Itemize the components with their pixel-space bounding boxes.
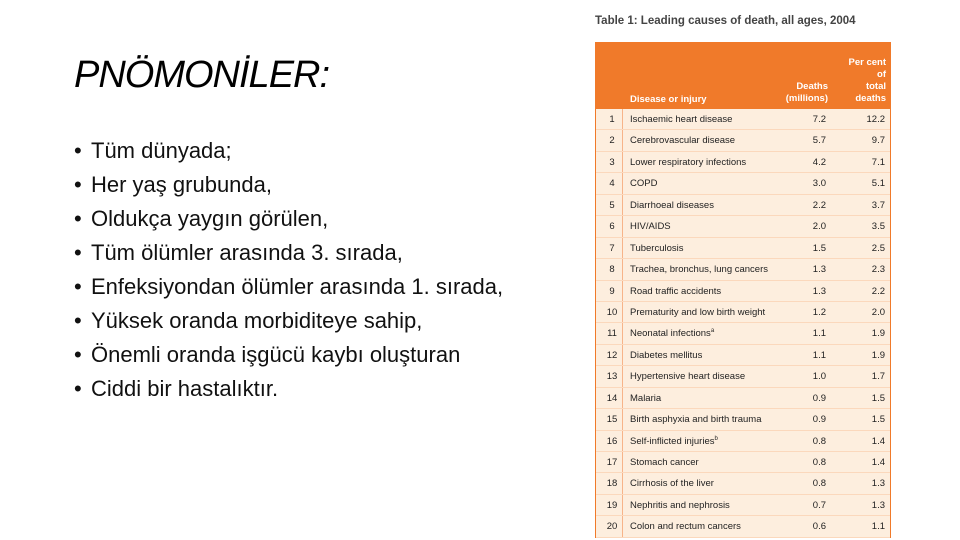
row-percent: 1.3: [871, 478, 885, 490]
row-rank: 20: [606, 521, 618, 533]
table-row: [596, 388, 890, 409]
row-percent: 1.5: [871, 414, 885, 426]
row-percent: 5.1: [871, 178, 885, 190]
row-disease: Trachea, bronchus, lung cancers: [630, 264, 769, 276]
row-deaths: 1.3: [812, 264, 826, 276]
row-deaths: 1.2: [812, 306, 826, 318]
table-row: [596, 259, 890, 280]
bullet-item: [74, 374, 544, 404]
bullet-dot: •: [74, 138, 82, 163]
row-rank: 4: [609, 178, 615, 190]
row-deaths: 1.1: [812, 349, 826, 361]
slide-title: PNÖMONİLER:: [74, 54, 330, 96]
table-row: [596, 109, 890, 130]
row-rank: 2: [609, 135, 615, 147]
row-percent: 1.3: [871, 499, 885, 511]
row-percent: 1.1: [871, 521, 885, 533]
table-row: [596, 345, 890, 366]
bullet-item: [74, 272, 544, 302]
row-deaths: 3.0: [812, 178, 826, 190]
bullet-text: Tüm dünyada;: [91, 138, 232, 163]
bullet-item: [74, 340, 544, 370]
bullet-dot: •: [74, 274, 82, 299]
table-row: [596, 195, 890, 216]
table-row: [596, 452, 890, 473]
row-footnote-mark: b: [714, 435, 718, 442]
row-disease: Cirrhosis of the liver: [630, 478, 714, 490]
row-percent: 2.2: [871, 285, 885, 297]
header-percent-line: deaths: [855, 93, 886, 104]
table-body: [596, 109, 890, 538]
bullet-item: [74, 238, 544, 268]
row-rank: 9: [609, 285, 615, 297]
bullet-item: [74, 306, 544, 336]
row-percent: 9.7: [871, 135, 885, 147]
row-rank: 18: [606, 478, 618, 490]
causes-of-death-table: [595, 42, 891, 538]
row-deaths: 1.0: [812, 371, 826, 383]
row-disease: Road traffic accidents: [630, 285, 722, 297]
header-deaths: [786, 81, 828, 105]
row-percent: 1.4: [871, 435, 885, 447]
row-disease: Diarrhoeal diseases: [630, 199, 714, 211]
row-deaths: 0.8: [812, 435, 826, 447]
row-disease: Hypertensive heart disease: [630, 371, 746, 383]
header-percent-line: total: [865, 81, 886, 92]
bullet-text: Ciddi bir hastalıktır.: [91, 376, 279, 401]
row-disease-cell: [630, 243, 684, 254]
row-deaths: 2.0: [812, 221, 826, 233]
row-disease-cell: [630, 414, 761, 425]
bullet-text: Tüm ölümler arasında 3. sırada,: [91, 240, 403, 265]
row-disease: Self-inflicted injuries: [630, 435, 715, 447]
row-rank: 1: [609, 114, 615, 125]
row-disease: Cerebrovascular disease: [630, 135, 736, 147]
table-row: [596, 152, 890, 173]
bullet-item: [74, 170, 544, 200]
row-disease: Ischaemic heart disease: [630, 114, 733, 125]
row-deaths: 5.7: [812, 135, 826, 147]
row-disease: Diabetes mellitus: [630, 349, 703, 361]
bullet-dot: •: [74, 206, 82, 231]
row-deaths: 0.7: [812, 499, 826, 511]
row-disease-cell: [630, 286, 721, 297]
row-disease-cell: [630, 521, 741, 532]
header-deaths-line: Deaths: [796, 81, 828, 92]
row-disease-cell: [630, 307, 765, 318]
row-rank: 10: [606, 306, 618, 318]
bullet-dot: •: [74, 342, 82, 367]
bullet-text: Oldukça yaygın görülen,: [91, 206, 329, 231]
row-footnote-mark: a: [710, 328, 715, 335]
table-row: [596, 495, 890, 516]
header-percent-line: of: [877, 69, 886, 80]
row-rank: 14: [606, 392, 618, 404]
row-disease: HIV/AIDS: [630, 221, 671, 233]
row-disease-cell: [630, 436, 718, 447]
row-deaths: 0.8: [812, 457, 826, 468]
row-deaths: 0.6: [812, 521, 826, 533]
table-caption: Table 1: Leading causes of death, all ages, 2004: [595, 15, 856, 27]
row-disease: Tuberculosis: [630, 242, 684, 254]
row-deaths: 4.2: [812, 156, 826, 168]
header-deaths-line: (millions): [785, 93, 828, 104]
row-deaths: 0.9: [812, 392, 826, 404]
table-row: [596, 173, 890, 194]
row-percent: 7.1: [871, 156, 885, 168]
header-percent-line: Per cent: [848, 57, 886, 68]
row-percent: 3.7: [871, 199, 885, 211]
bullet-dot: •: [74, 376, 82, 401]
table-row: [596, 409, 890, 430]
row-disease-cell: [630, 135, 735, 146]
row-disease-cell: [630, 200, 714, 211]
row-rank: 3: [609, 156, 615, 168]
row-rank: 5: [609, 199, 615, 211]
row-percent: 1.9: [871, 349, 885, 361]
bullet-item: [74, 136, 544, 166]
table-row: [596, 516, 890, 537]
row-percent: 1.5: [871, 392, 885, 404]
table-row: [596, 302, 890, 323]
row-percent: 2.5: [871, 242, 885, 254]
bullet-dot: •: [74, 308, 82, 333]
row-rank: 7: [609, 242, 615, 254]
bullet-item: [74, 204, 544, 234]
table-row: [596, 366, 890, 387]
row-deaths: 1.3: [812, 285, 826, 297]
row-disease: Neonatal infections: [630, 328, 711, 340]
row-disease-cell: [630, 178, 657, 189]
bullet-list: [74, 136, 544, 408]
row-disease-cell: [630, 371, 745, 382]
bullet-text: Her yaş grubunda,: [91, 172, 272, 197]
row-disease: Colon and rectum cancers: [630, 521, 741, 533]
row-deaths: 0.8: [812, 478, 826, 490]
bullet-text: Önemli oranda işgücü kaybı oluşturan: [91, 342, 461, 367]
row-disease-cell: [630, 500, 730, 511]
row-disease-cell: [630, 350, 702, 361]
header-percent: [849, 57, 887, 105]
row-disease-cell: [630, 393, 661, 404]
row-percent: 1.9: [871, 328, 885, 340]
table-row: [596, 323, 890, 344]
bullet-dot: •: [74, 240, 82, 265]
row-percent: 1.7: [871, 371, 885, 383]
row-deaths: 2.2: [812, 199, 826, 211]
row-rank: 16: [606, 435, 618, 447]
row-deaths: 7.2: [812, 114, 826, 125]
bullet-text: Enfeksiyondan ölümler arasında 1. sırada,: [91, 274, 504, 299]
row-disease: Prematurity and low birth weight: [630, 306, 766, 318]
row-percent: 1.4: [871, 457, 885, 468]
row-rank: 6: [609, 221, 615, 233]
bullet-dot: •: [74, 172, 82, 197]
row-percent: 3.5: [871, 221, 885, 233]
row-disease-cell: [630, 478, 714, 489]
row-disease-cell: [630, 114, 732, 125]
row-deaths: 1.5: [812, 242, 826, 254]
row-rank: 11: [607, 328, 617, 340]
row-disease: COPD: [630, 178, 658, 190]
row-percent: 2.3: [871, 264, 885, 276]
row-disease-cell: [630, 328, 714, 339]
row-disease-cell: [630, 457, 699, 468]
header-disease: Disease or injury: [630, 94, 707, 105]
row-rank: 13: [606, 371, 618, 383]
row-rank: 8: [609, 264, 615, 276]
row-rank: 12: [606, 349, 618, 361]
row-rank: 15: [606, 414, 618, 426]
row-percent: 12.2: [866, 114, 885, 125]
table-header: [596, 43, 890, 109]
row-disease-cell: [630, 157, 746, 168]
row-percent: 2.0: [871, 306, 885, 318]
table-row: [596, 431, 890, 452]
row-deaths: 0.9: [812, 414, 826, 426]
row-rank: 17: [606, 457, 618, 468]
row-rank: 19: [606, 499, 618, 511]
row-disease: Malaria: [630, 392, 662, 404]
table-row: [596, 238, 890, 259]
bullet-text: Yüksek oranda morbiditeye sahip,: [91, 308, 423, 333]
row-disease: Stomach cancer: [630, 457, 699, 468]
row-deaths: 1.1: [812, 328, 826, 340]
row-disease-cell: [630, 264, 768, 275]
row-disease: Nephritis and nephrosis: [630, 499, 730, 511]
table-row: [596, 281, 890, 302]
row-disease: Lower respiratory infections: [630, 156, 747, 168]
table-row: [596, 216, 890, 237]
row-disease: Birth asphyxia and birth trauma: [630, 414, 762, 426]
row-disease-cell: [630, 221, 671, 232]
table-row: [596, 473, 890, 494]
table-row: [596, 130, 890, 151]
